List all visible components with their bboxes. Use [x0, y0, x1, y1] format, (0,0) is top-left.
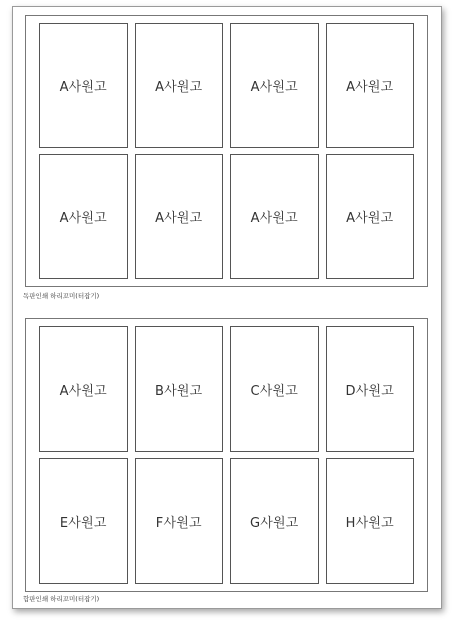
solo-print-caption: 독판인쇄 하리꼬미(터잡기) [23, 292, 100, 300]
page-card: C사원고 [230, 326, 319, 452]
page-card: H사원고 [326, 458, 415, 584]
solo-print-panel [25, 15, 428, 287]
page-card: A사원고 [39, 23, 128, 148]
page-card: E사원고 [39, 458, 128, 584]
page-card: A사원고 [135, 154, 224, 279]
imposition-sheet [12, 6, 442, 609]
page-card: F사원고 [135, 458, 224, 584]
page-card: A사원고 [135, 23, 224, 148]
gang-print-panel [25, 318, 428, 592]
gang-print-caption: 합판인쇄 하리꼬미(터잡기) [23, 595, 100, 603]
page-card: A사원고 [326, 154, 415, 279]
page-card: G사원고 [230, 458, 319, 584]
page-card: A사원고 [230, 23, 319, 148]
page-card: A사원고 [39, 154, 128, 279]
page-card: A사원고 [39, 326, 128, 452]
page-card: D사원고 [326, 326, 415, 452]
page-card: B사원고 [135, 326, 224, 452]
page-card: A사원고 [326, 23, 415, 148]
page-card: A사원고 [230, 154, 319, 279]
